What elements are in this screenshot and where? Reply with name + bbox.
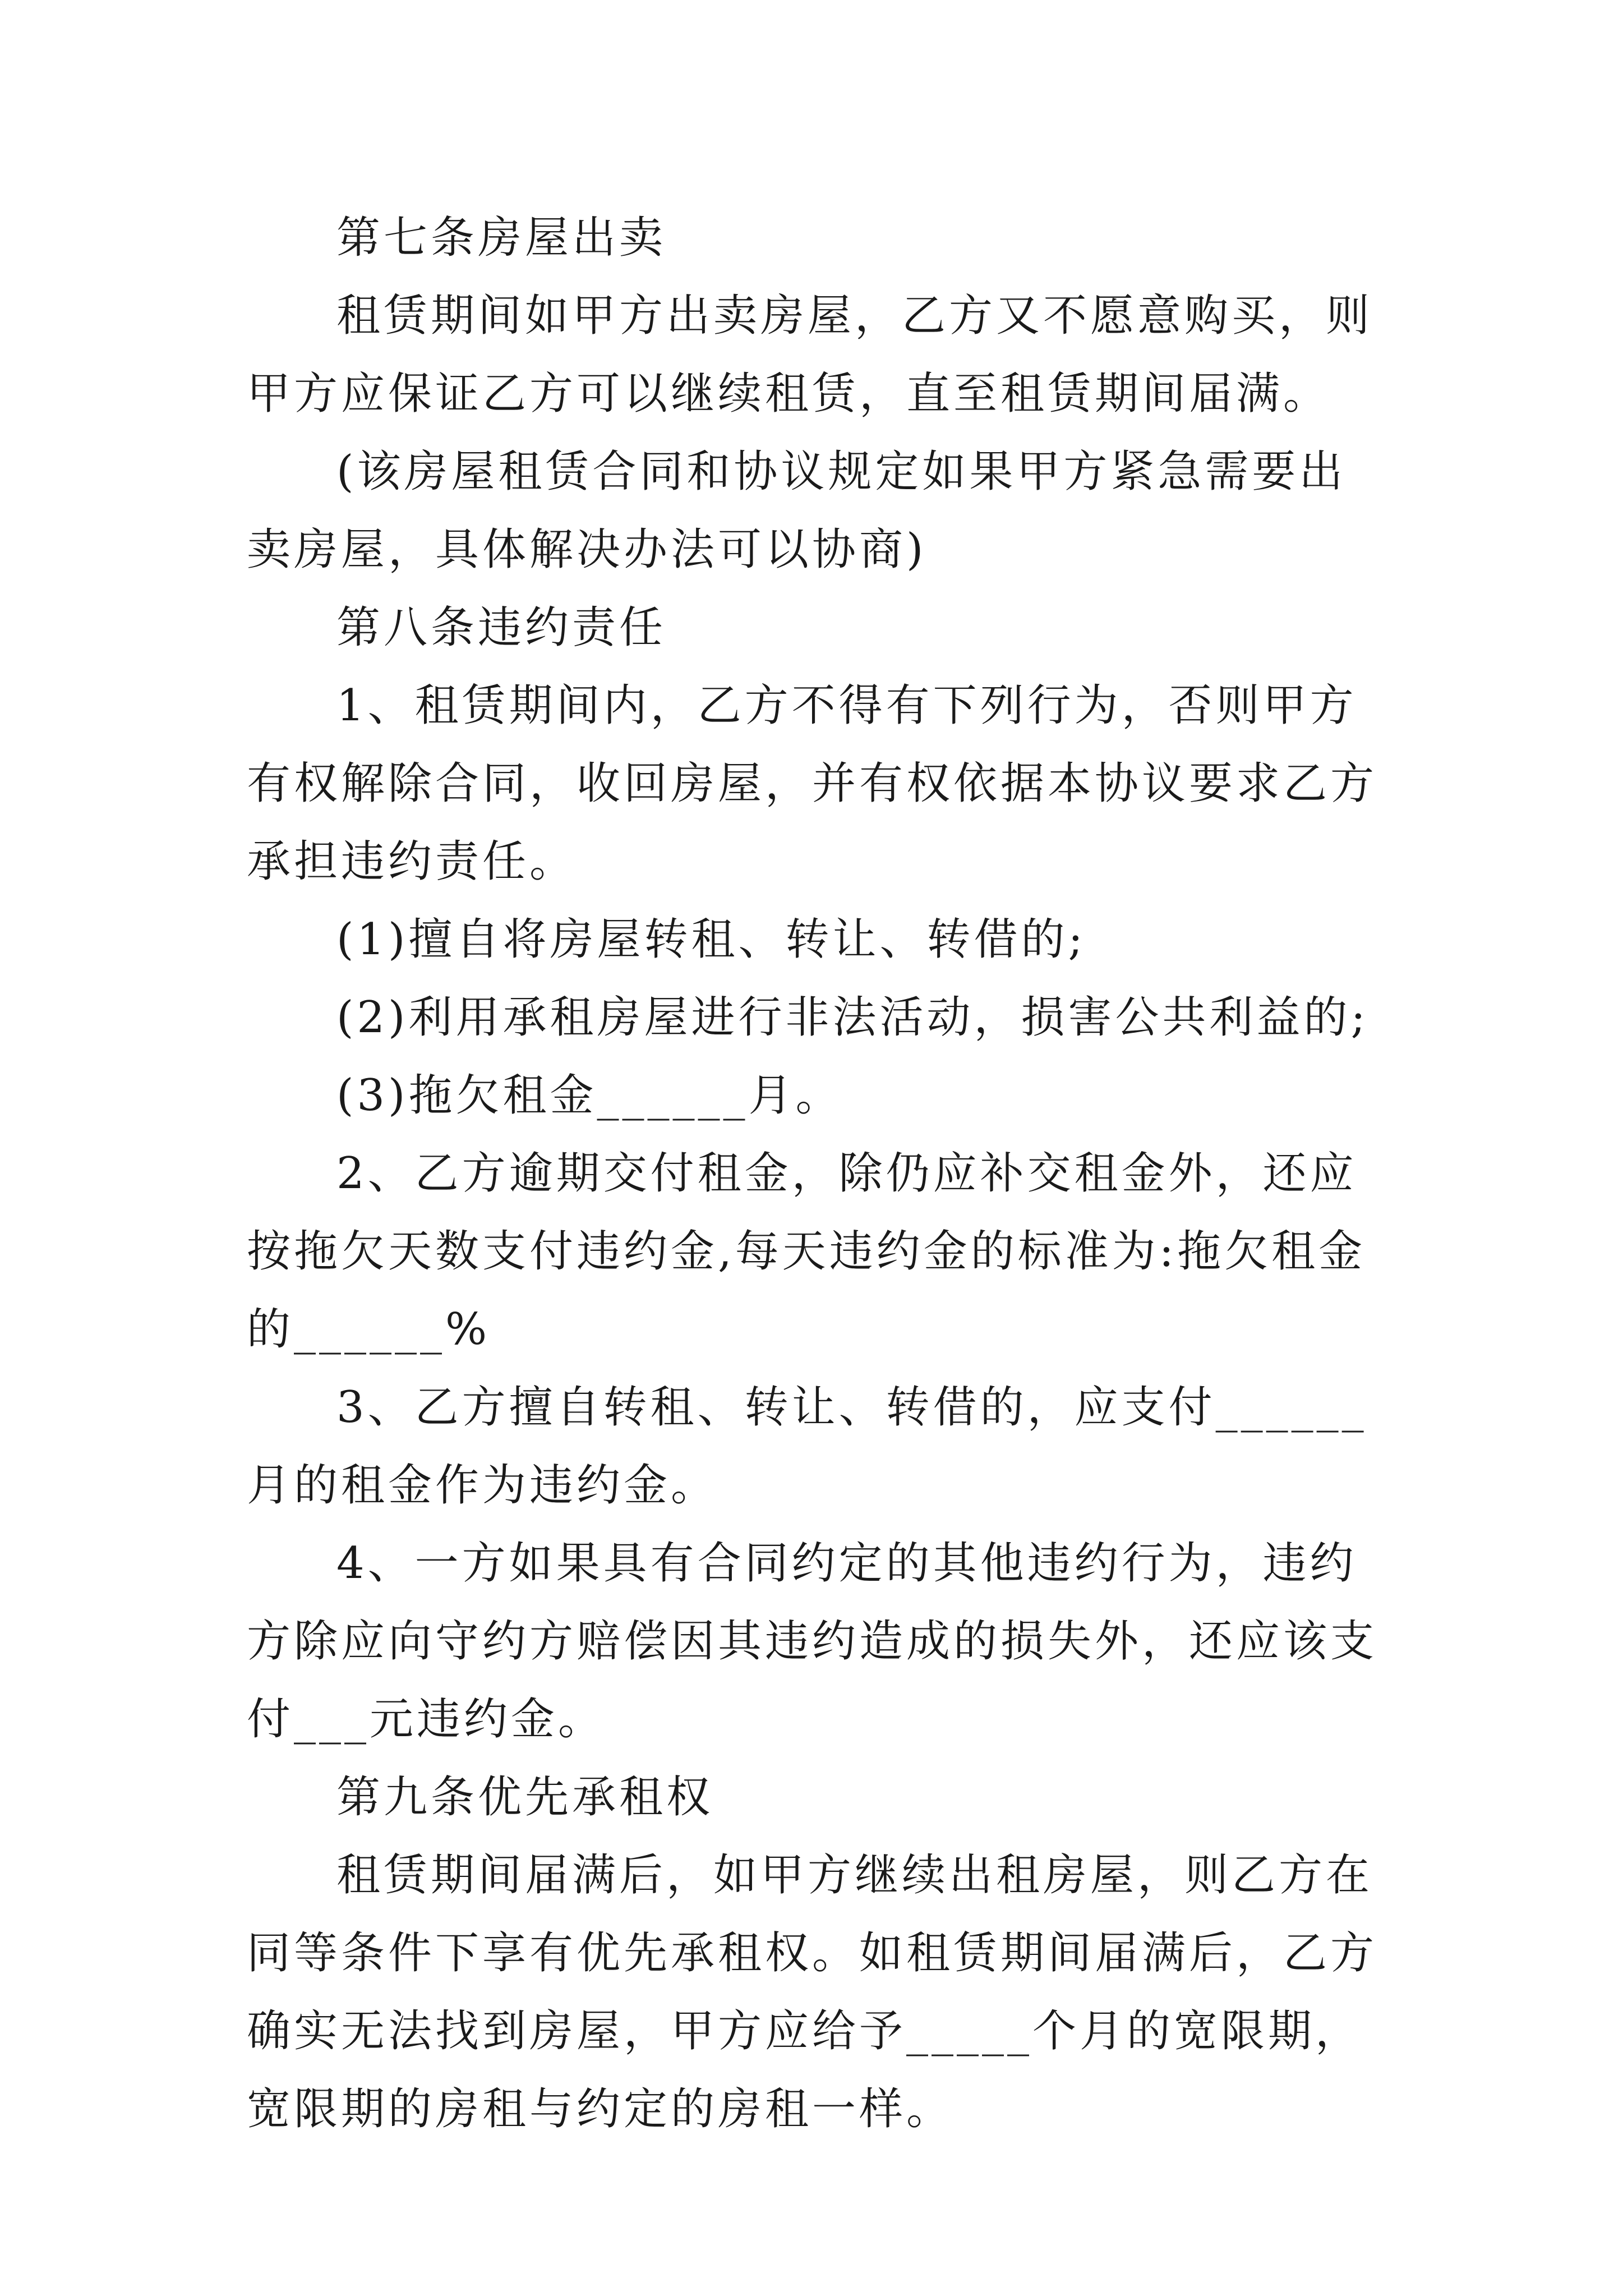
- article-9-heading: 第九条优先承租权: [336, 1772, 714, 1823]
- article-8-clause-1: 1、租赁期间内，乙方不得有下列行为，否则甲方有权解除合同，收回房屋，并有权依据本协议要求乙方承担违约责任。: [247, 680, 1378, 887]
- article-7-note: (该房屋租赁合同和协议规定如果甲方紧急需要出卖房屋，具体解决办法可以协商): [247, 447, 1347, 575]
- article-9-paragraph: 租赁期间届满后，如甲方继续出租房屋，则乙方在同等条件下享有优先承租权。如租赁期间届满后，乙方确实无法找到房屋，甲方应给予_____个月的宽限期，宽限期的房租与约定的房租一样。: [247, 1850, 1378, 2134]
- article-8-clause-2: 2、乙方逾期交付租金，除仍应补交租金外，还应按拖欠天数支付违约金,每天违约金的标准为:拖欠租金的______%: [247, 1148, 1366, 1355]
- article-8-clause-3: 3、乙方擅自转租、转让、转借的，应支付______月的租金作为违约金。: [247, 1382, 1367, 1511]
- article-8-item-1: (1)擅自将房屋转租、转让、转借的;: [336, 914, 1086, 965]
- article-7-paragraph: 租赁期间如甲方出卖房屋，乙方又不愿意购买，则甲方应保证乙方可以继续租赁，直至租赁期间届满。: [247, 291, 1373, 419]
- document-body: [247, 199, 1385, 2148]
- article-8-item-3: (3)拖欠租金______月。: [336, 1070, 843, 1121]
- article-8-heading: 第八条违约责任: [336, 602, 667, 653]
- article-8-clause-4: 4、一方如果具有合同约定的其他违约行为，违约方除应向守约方赔偿因其违约造成的损失外，还应该支付___元违约金。: [247, 1538, 1378, 1745]
- article-7-heading: 第七条房屋出卖: [336, 213, 667, 263]
- article-8-item-2: (2)利用承租房屋进行非法活动，损害公共利益的;: [336, 992, 1369, 1043]
